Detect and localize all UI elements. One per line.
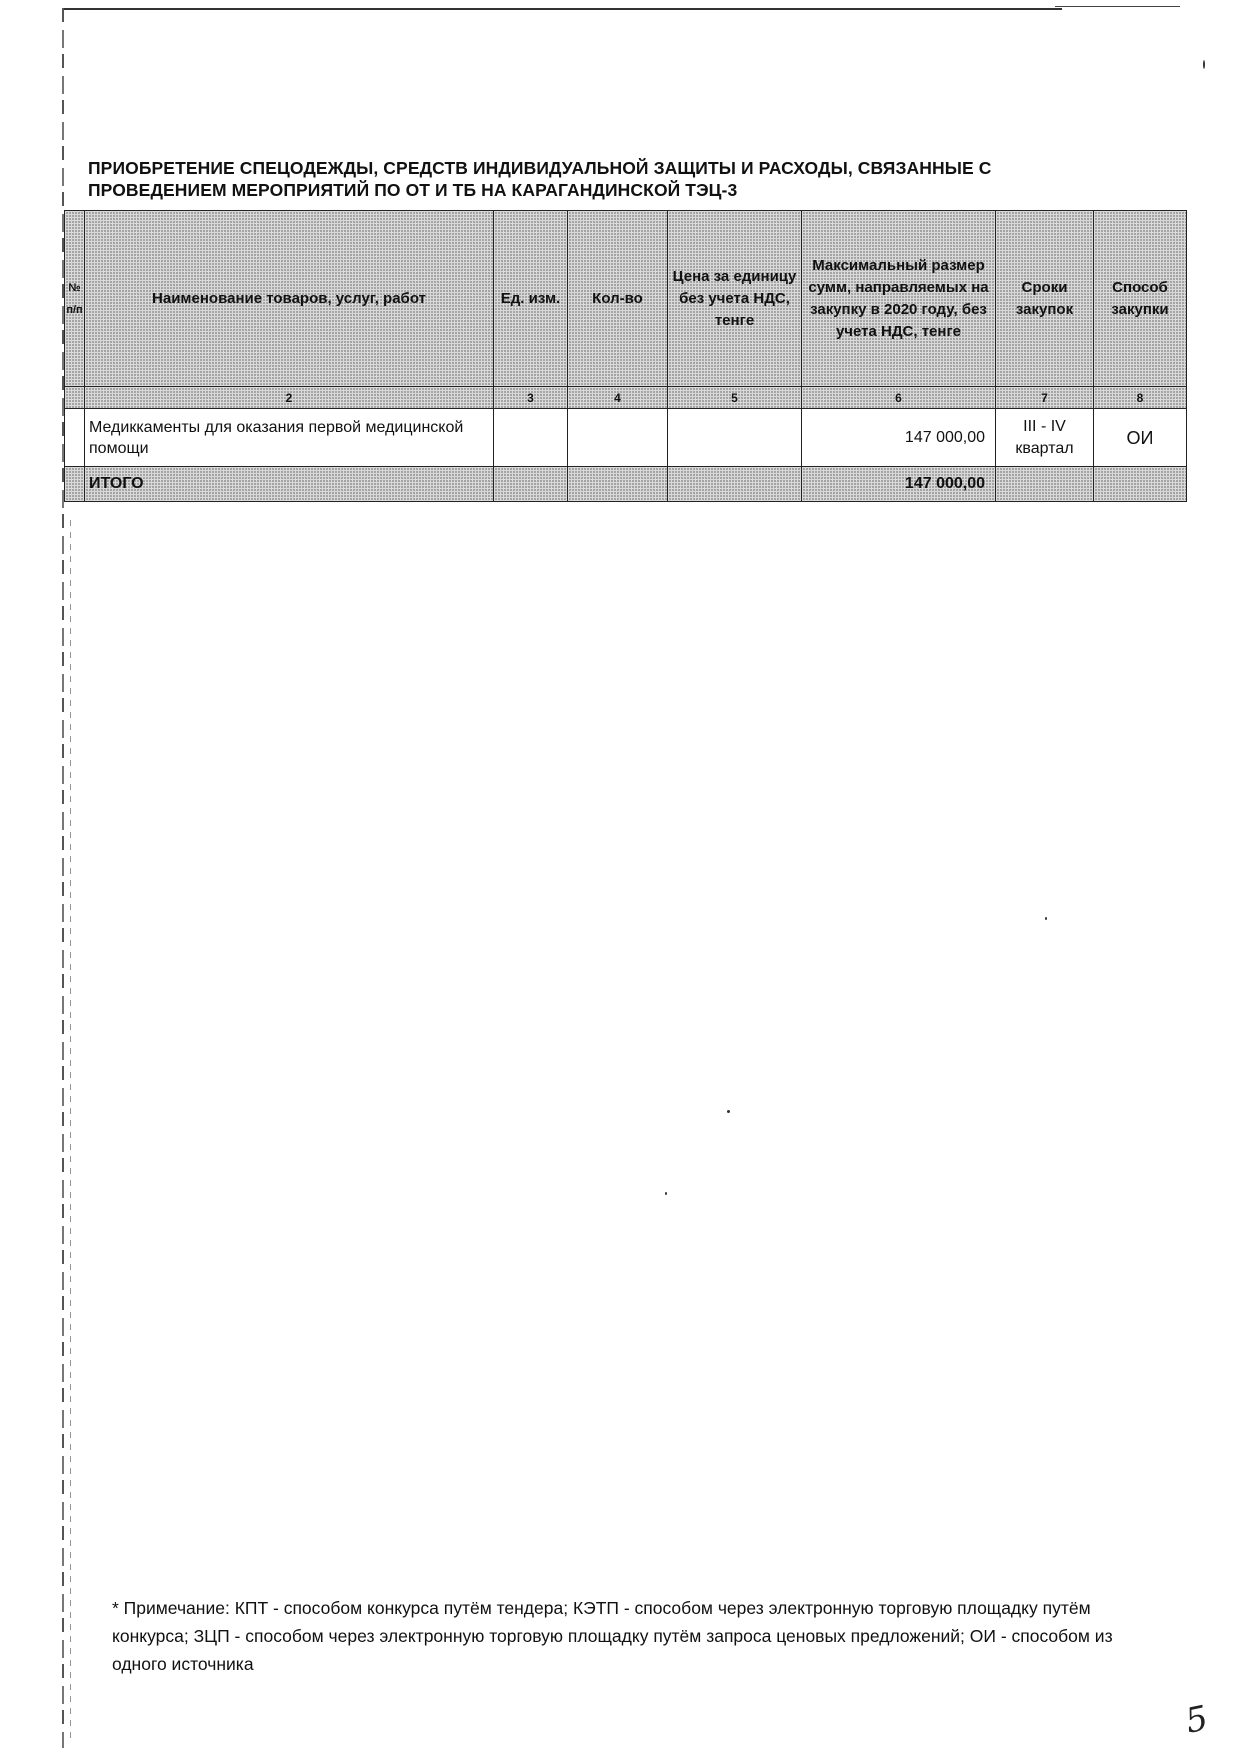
- column-number: 3: [494, 387, 568, 409]
- header-col-method: Способ закупки: [1094, 211, 1187, 387]
- total-row: [65, 467, 1187, 502]
- header-col-number: № п/п: [65, 211, 85, 387]
- cell-price: [668, 409, 802, 467]
- scan-border-top: [62, 8, 1062, 10]
- document-title-line-1: ПРИОБРЕТЕНИЕ СПЕЦОДЕЖДЫ, СРЕДСТВ ИНДИВИДУАЛЬНОЙ ЗАЩИТЫ И РАСХОДЫ, СВЯЗАННЫЕ С: [88, 158, 992, 178]
- total-cell-empty: [1094, 467, 1187, 502]
- footnote: * Примечание: КПТ - способом конкурса путём тендера; КЭТП - способом через электронную торговую площадку путём конкурса; ЗЦП - способом через электронную торговую площадку путём запроса ценовых предложений; ОИ - способом из одного источника: [112, 1598, 1113, 1674]
- total-label: ИТОГО: [85, 467, 494, 502]
- scan-speck: [1203, 60, 1205, 69]
- column-number: 2: [85, 387, 494, 409]
- column-number-row: [65, 387, 1187, 409]
- scan-border-top-right: [1055, 6, 1180, 7]
- table-row: [65, 409, 1187, 467]
- column-number: 7: [996, 387, 1094, 409]
- cell-method: ОИ: [1094, 409, 1187, 467]
- column-number: [65, 387, 85, 409]
- cell-terms: III - IV квартал: [996, 409, 1094, 467]
- cell-qty: [568, 409, 668, 467]
- column-number: 4: [568, 387, 668, 409]
- scan-speck: [1045, 917, 1047, 920]
- scan-speck: [727, 1110, 730, 1113]
- header-col-max-amount: Максимальный размер сумм, направляемых на закупку в 2020 году, без учета НДС, тенге: [802, 211, 996, 387]
- header-col-price: Цена за единицу без учета НДС, тенге: [668, 211, 802, 387]
- column-number: 8: [1094, 387, 1187, 409]
- cell-number: [65, 409, 85, 467]
- scan-border-left-faint: [70, 520, 71, 1740]
- document-title: [88, 157, 1188, 201]
- header-col-terms: Сроки закупок: [996, 211, 1094, 387]
- cell-name: Медиккаменты для оказания первой медицинской помощи: [85, 409, 494, 467]
- total-amount: 147 000,00: [802, 467, 996, 502]
- total-cell-empty: [996, 467, 1094, 502]
- header-col-qty: Кол-во: [568, 211, 668, 387]
- total-cell-empty: [65, 467, 85, 502]
- total-cell-empty: [568, 467, 668, 502]
- cell-unit: [494, 409, 568, 467]
- scan-speck: [665, 1192, 667, 1195]
- column-number: 6: [802, 387, 996, 409]
- document-title-line-2: ПРОВЕДЕНИЕМ МЕРОПРИЯТИЙ ПО ОТ И ТБ НА КАРАГАНДИНСКОЙ ТЭЦ-3: [88, 180, 738, 200]
- handwritten-page-number: 5: [1182, 1698, 1212, 1742]
- header-col-unit: Ед. изм.: [494, 211, 568, 387]
- procurement-table: [64, 210, 1187, 502]
- header-row: [65, 211, 1187, 387]
- total-cell-empty: [668, 467, 802, 502]
- header-col-name: Наименование товаров, услуг, работ: [85, 211, 494, 387]
- column-number: 5: [668, 387, 802, 409]
- cell-amount: 147 000,00: [802, 409, 996, 467]
- total-cell-empty: [494, 467, 568, 502]
